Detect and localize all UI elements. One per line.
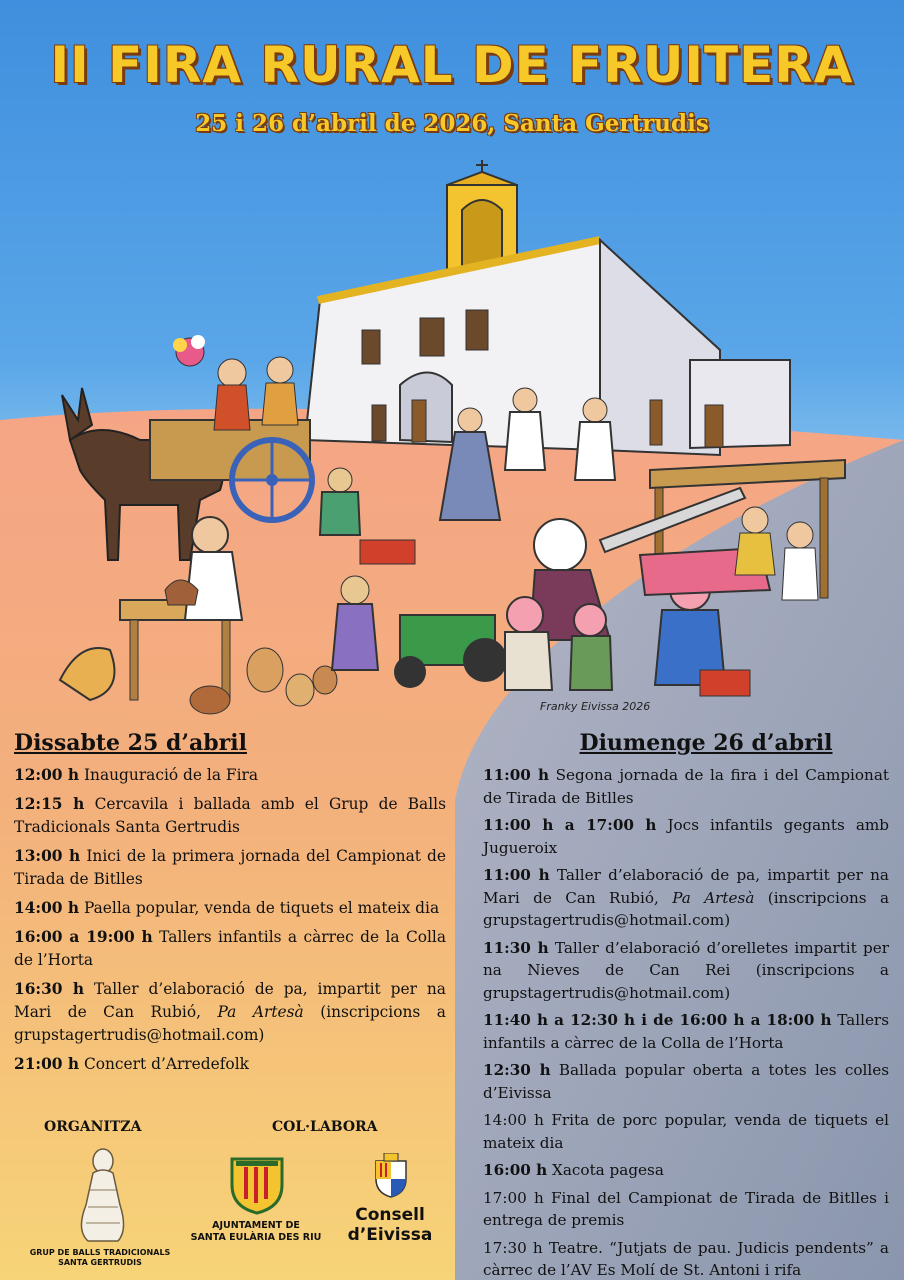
organitza-label: ORGANITZA	[44, 1119, 142, 1135]
poster-subtitle: 25 i 26 d’abril de 2026, Santa Gertrudis	[195, 110, 709, 137]
schedule-item: 16:00 a 19:00 h Tallers infantils a càrrec de la Colla de l’Horta	[14, 928, 447, 969]
artist-signature: Franky Eivissa 2026	[540, 700, 651, 713]
saturday-program	[14, 730, 446, 1082]
schedule-item: 16:00 h Xacota pagesa	[483, 1161, 664, 1179]
schedule-item: 12:15 h Cercavila i ballada amb el Grup de Balls Tradicionals Santa Gertrudis	[14, 795, 446, 836]
credits-section	[0, 1115, 460, 1280]
potter-illustration	[120, 517, 337, 714]
schedule-item: 11:40 h a 12:30 h i de 16:00 h a 18:00 h Tallers infantils a càrrec de la Colla de l’Horta	[483, 1011, 889, 1052]
church-illustration	[305, 160, 790, 455]
sunday-heading: Diumenge 26 d’abril	[579, 730, 833, 756]
schedule-item: 16:30 h Taller d’elaboració de pa, impartit per na Mari de Can Rubió, Pa Artesà (inscripcions a grupstagertrudis@hotmail.com)	[14, 980, 446, 1044]
sunday-program	[483, 730, 889, 1280]
schedule-item: 11:00 h a 17:00 h Jocs infantils gegants amb Jugueroix	[483, 816, 889, 857]
donkey-cart-illustration	[62, 335, 312, 560]
dancer-logo-icon	[68, 1145, 138, 1245]
ajuntament-name: AJUNTAMENT DE SANTA EULÀRIA DES RIU	[190, 1220, 322, 1243]
poster-title: II FIRA RURAL DE FRUITERA	[50, 36, 854, 94]
market-stall-illustration	[600, 460, 845, 600]
schedule-item: 21:00 h Concert d’Arredefolk	[14, 1055, 249, 1073]
saturday-heading: Dissabte 25 d’abril	[14, 730, 247, 756]
schedule-item: 14:00 h Frita de porc popular, venda de tiquets el mateix dia	[483, 1111, 889, 1152]
schedule-item: 13:00 h Inici de la primera jornada del Campionat de Tirada de Bitlles	[14, 847, 446, 888]
consell-shield-icon	[372, 1153, 410, 1199]
colabora-label: COL·LABORA	[272, 1119, 378, 1135]
ajuntament-shield-icon	[228, 1155, 286, 1217]
schedule-item: 17:00 h Final del Campionat de Tirada de Bitlles i entrega de premis	[483, 1188, 889, 1229]
consell-name: Consell d’Eivissa	[347, 1205, 433, 1245]
schedule-item: 12:00 h Inauguració de la Fira	[14, 766, 259, 784]
fair-illustration	[0, 150, 904, 730]
schedule-item: 11:00 h Taller d’elaboració de pa, impartit per na Mari de Can Rubió, Pa Artesà (inscripcions a grupstagertrudis@hotmail.com)	[483, 866, 889, 929]
schedule-item: 11:00 h Segona jornada de la fira i del Campionat de Tirada de Bitlles	[483, 766, 889, 807]
schedule-item: 17:30 h Teatre. “Jutjats de pau. Judicis pendents” a càrrec de l’AV Es Molí de St. Antoni i rifa	[483, 1238, 889, 1279]
org-name: GRUP DE BALLS TRADICIONALS SANTA GERTRUDIS	[29, 1248, 171, 1267]
schedule-item: 12:30 h Ballada popular oberta a totes les colles d’Eivissa	[483, 1061, 889, 1102]
schedule-item: 11:30 h Taller d’elaboració d’orelletes impartit per na Nieves de Can Rei (inscripcions a grupstagertrudis@hotmail.com)	[483, 938, 889, 1002]
schedule-item: 14:00 h Paella popular, venda de tiquets el mateix dia	[14, 899, 440, 917]
